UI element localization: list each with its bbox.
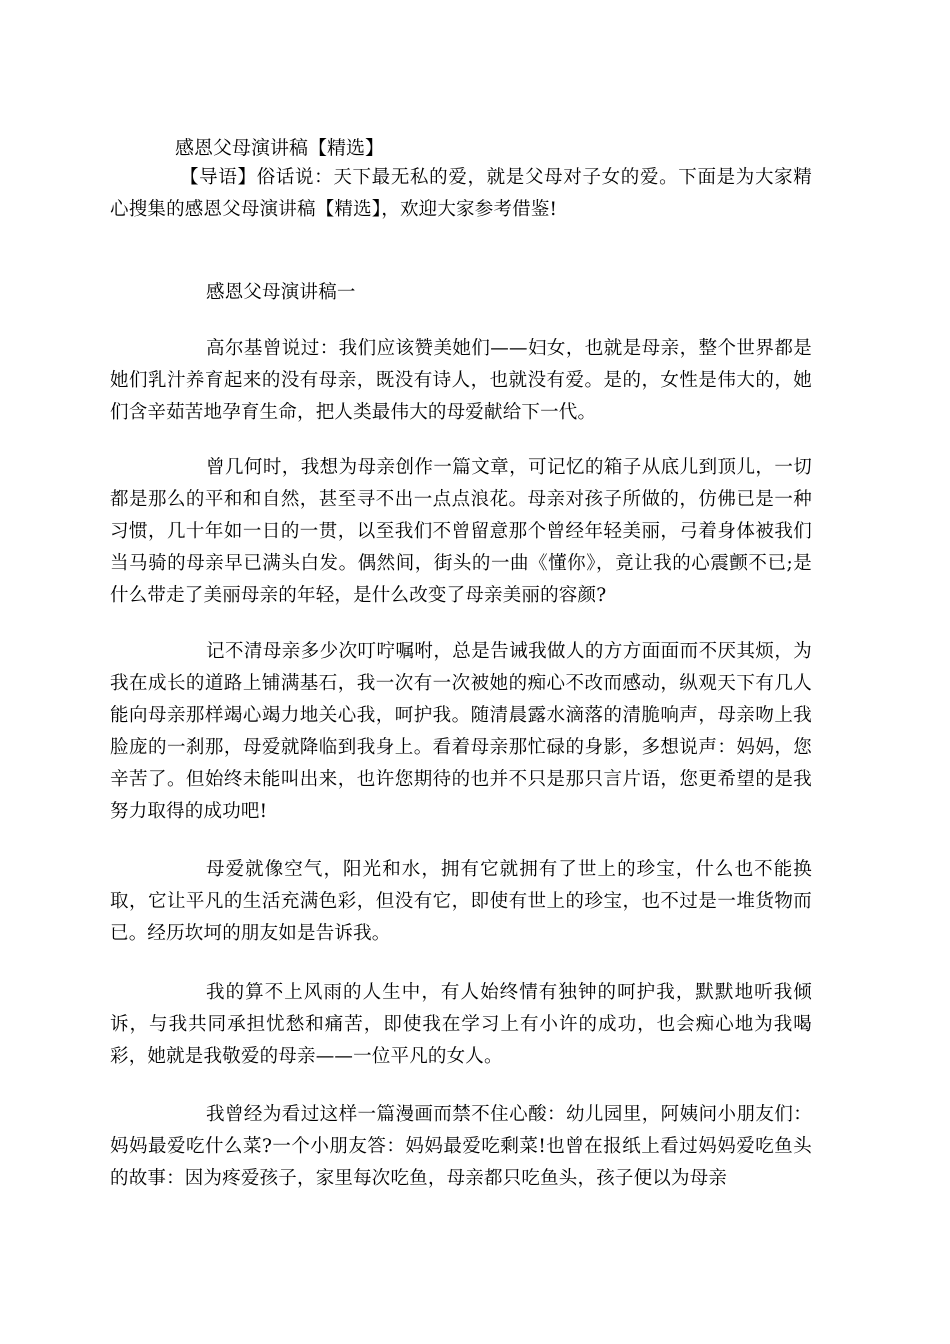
paragraph-4: 母爱就像空气，阳光和水，拥有它就拥有了世上的珍宝，什么也不能换取，它让平凡的生活充满色彩，但没有它，即使有世上的珍宝，也不过是一堆货物而已。经历坎坷的朋友如是告诉我。 [110,859,812,944]
paragraph-2: 曾几何时，我想为母亲创作一篇文章，可记忆的箱子从底儿到顶儿，一切都是那么的平和和自然，甚至寻不出一点点浪花。母亲对孩子所做的，仿佛已是一种习惯，几十年如一日的一贯，以至我们不曾留意那个曾经年轻美丽，弓着身体被我们当马骑的母亲早已满头白发。偶然间，街头的一曲《懂你》，竟让我的心震颤不已;是什么带走了美丽母亲的年轻，是什么改变了母亲美丽的容颜? [110,457,812,606]
section-heading: 感恩父母演讲稿一 [206,282,356,303]
intro-paragraph: 【导语】俗话说：天下最无私的爱，就是父母对子女的爱。下面是为大家精心搜集的感恩父母演讲稿【精选】，欢迎大家参考借鉴! [110,167,812,220]
document-title: 感恩父母演讲稿【精选】 [175,137,385,159]
paragraph-5: 我的算不上风雨的人生中，有人始终情有独钟的呵护我，默默地听我倾诉，与我共同承担忧愁和痛苦，即使我在学习上有小许的成功，也会痴心地为我喝彩，她就是我敬爱的母亲——一位平凡的女人。 [110,982,812,1067]
paragraph-1: 高尔基曾说过：我们应该赞美她们——妇女，也就是母亲，整个世界都是她们乳汁养育起来的没有母亲，既没有诗人，也就没有爱。是的，女性是伟大的，她们含辛茹苦地孕育生命，把人类最伟大的母爱献给下一代。 [110,338,812,423]
paragraph-3: 记不清母亲多少次叮咛嘱咐，总是告诫我做人的方方面面而不厌其烦，为我在成长的道路上铺满基石，我一次有一次被她的痴心不改而感动，纵观天下有几人能向母亲那样竭心竭力地关心我，呵护我。随清晨露水滴落的清脆响声，母亲吻上我脸庞的一刹那，母爱就降临到我身上。看着母亲那忙碌的身影，多想说声：妈妈，您辛苦了。但始终未能叫出来，也许您期待的也并不只是那只言片语，您更希望的是我努力取得的成功吧! [110,641,812,822]
paragraph-6: 我曾经为看过这样一篇漫画而禁不住心酸：幼儿园里，阿姨问小朋友们：妈妈最爱吃什么菜?一个小朋友答：妈妈最爱吃剩菜!也曾在报纸上看过妈妈爱吃鱼头的故事：因为疼爱孩子，家里每次吃鱼，母亲都只吃鱼头，孩子便以为母亲 [110,1104,812,1189]
